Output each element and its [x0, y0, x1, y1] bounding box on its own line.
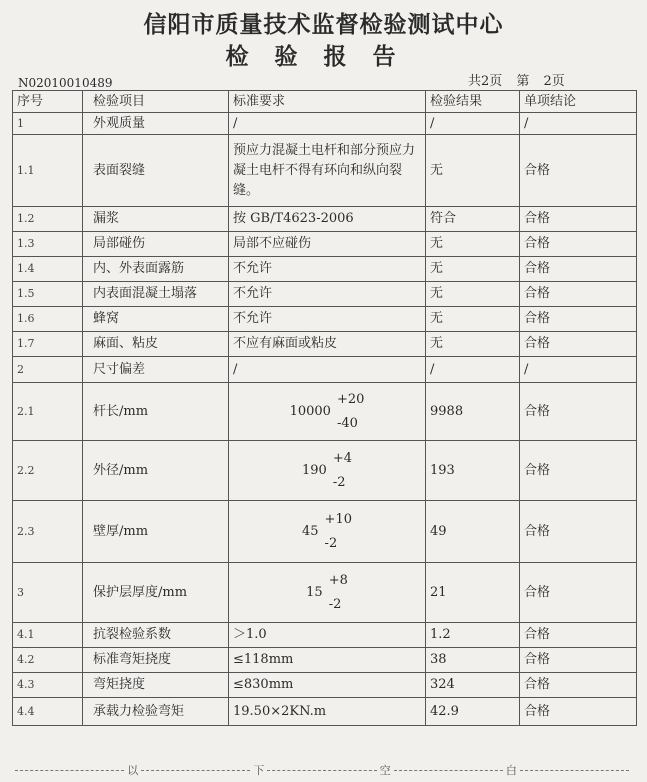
row-requirement: 不允许 — [229, 282, 426, 307]
row-conclusion: 合格 — [520, 135, 637, 207]
row-conclusion: 合格 — [520, 673, 637, 698]
row-conclusion: / — [520, 113, 637, 135]
row-conclusion: 合格 — [520, 563, 637, 623]
row-result: 无 — [426, 232, 520, 257]
tolerance — [233, 573, 421, 613]
row-conclusion: 合格 — [520, 282, 637, 307]
tolerance — [233, 512, 421, 552]
row-number: 1.5 — [13, 282, 83, 307]
footer-char: 下 — [253, 764, 265, 777]
row-number: 1.3 — [13, 232, 83, 257]
table-row — [13, 332, 637, 357]
table-row — [13, 698, 637, 726]
row-item: 漏浆 — [83, 207, 229, 232]
row-result: 无 — [426, 332, 520, 357]
org-title: 信阳市质量技术监督检验测试中心 — [143, 12, 504, 38]
col-header-no: 序号 — [13, 91, 83, 113]
row-conclusion: 合格 — [520, 501, 637, 563]
table-row — [13, 357, 637, 383]
tolerance-lower: -40 — [336, 415, 358, 431]
row-item: 内表面混凝土塌落 — [83, 282, 229, 307]
row-requirement: 局部不应碰伤 — [229, 232, 426, 257]
tolerance-nominal: 190 — [302, 462, 327, 478]
table-row — [13, 501, 637, 563]
row-result: 符合 — [426, 207, 520, 232]
row-conclusion: 合格 — [520, 383, 637, 441]
footer-char: 白 — [505, 764, 517, 777]
row-item: 麻面、粘皮 — [83, 332, 229, 357]
row-requirement: 不允许 — [229, 307, 426, 332]
table-row — [13, 135, 637, 207]
row-item: 局部碰伤 — [83, 232, 229, 257]
tolerance-nominal: 10000 — [289, 403, 331, 419]
row-conclusion: 合格 — [520, 257, 637, 282]
table-row — [13, 207, 637, 232]
end-of-report-line — [12, 762, 632, 778]
row-result: 9988 — [426, 383, 520, 441]
row-item: 尺寸偏差 — [83, 357, 229, 383]
row-requirement: 预应力混凝土电杆和部分预应力凝土电杆不得有环向和纵向裂缝。 — [229, 135, 426, 207]
row-requirement — [229, 563, 426, 623]
row-number: 1.6 — [13, 307, 83, 332]
row-item: 杆长/mm — [83, 383, 229, 441]
row-result: 1.2 — [426, 623, 520, 648]
row-conclusion: 合格 — [520, 332, 637, 357]
row-conclusion: / — [520, 357, 637, 383]
table-row — [13, 441, 637, 501]
row-item: 表面裂缝 — [83, 135, 229, 207]
tolerance-upper: +4 — [332, 450, 352, 466]
row-item: 弯矩挠度 — [83, 673, 229, 698]
row-number: 4.2 — [13, 648, 83, 673]
row-number: 2 — [13, 357, 83, 383]
row-requirement: / — [229, 113, 426, 135]
row-requirement — [229, 383, 426, 441]
row-requirement: ≤830mm — [229, 673, 426, 698]
row-requirement — [229, 441, 426, 501]
tolerance-lower: -2 — [328, 596, 342, 612]
col-header-result: 检验结果 — [426, 91, 520, 113]
dash-line — [267, 770, 376, 771]
row-result: 无 — [426, 135, 520, 207]
row-conclusion: 合格 — [520, 648, 637, 673]
row-result: 21 — [426, 563, 520, 623]
row-item: 外观质量 — [83, 113, 229, 135]
table-row — [13, 673, 637, 698]
footer-char: 以 — [127, 764, 139, 777]
row-result: 324 — [426, 673, 520, 698]
tolerance-nominal: 15 — [306, 584, 323, 600]
row-number: 4.4 — [13, 698, 83, 726]
tolerance-upper: +20 — [336, 391, 365, 407]
row-item: 抗裂检验系数 — [83, 623, 229, 648]
dash-line — [141, 770, 250, 771]
row-item: 内、外表面露筋 — [83, 257, 229, 282]
row-item: 标准弯矩挠度 — [83, 648, 229, 673]
row-number: 2.1 — [13, 383, 83, 441]
row-conclusion: 合格 — [520, 307, 637, 332]
row-requirement: / — [229, 357, 426, 383]
row-number: 1.7 — [13, 332, 83, 357]
row-item: 承载力检验弯矩 — [83, 698, 229, 726]
tolerance-lower: -2 — [332, 474, 346, 490]
row-number: 4.1 — [13, 623, 83, 648]
tolerance — [233, 451, 421, 491]
inspection-table — [12, 90, 637, 726]
row-conclusion: 合格 — [520, 441, 637, 501]
row-item: 蜂窝 — [83, 307, 229, 332]
row-result: 无 — [426, 307, 520, 332]
row-number: 3 — [13, 563, 83, 623]
row-number: 1 — [13, 113, 83, 135]
table-row — [13, 257, 637, 282]
row-result: 42.9 — [426, 698, 520, 726]
row-number: 2.3 — [13, 501, 83, 563]
header-row — [13, 91, 637, 113]
row-conclusion: 合格 — [520, 232, 637, 257]
row-result: 无 — [426, 257, 520, 282]
tolerance-nominal: 45 — [302, 523, 319, 539]
row-item: 保护层厚度/mm — [83, 563, 229, 623]
row-item: 外径/mm — [83, 441, 229, 501]
report-number: N02010010489 — [18, 76, 113, 90]
table-row — [13, 563, 637, 623]
row-conclusion: 合格 — [520, 207, 637, 232]
row-result: / — [426, 113, 520, 135]
row-requirement: 不应有麻面或粘皮 — [229, 332, 426, 357]
row-requirement — [229, 501, 426, 563]
row-requirement: ≤118mm — [229, 648, 426, 673]
row-requirement: ＞1.0 — [229, 623, 426, 648]
row-result: / — [426, 357, 520, 383]
footer-char: 空 — [379, 764, 391, 777]
table-row — [13, 307, 637, 332]
row-result: 49 — [426, 501, 520, 563]
dash-line — [15, 770, 124, 771]
dash-line — [394, 770, 503, 771]
row-conclusion: 合格 — [520, 698, 637, 726]
table-row — [13, 648, 637, 673]
row-item: 壁厚/mm — [83, 501, 229, 563]
row-number: 1.1 — [13, 135, 83, 207]
row-requirement: 不允许 — [229, 257, 426, 282]
row-number: 1.2 — [13, 207, 83, 232]
col-header-requirement: 标准要求 — [229, 91, 426, 113]
row-number: 1.4 — [13, 257, 83, 282]
table-row — [13, 113, 637, 135]
row-result: 无 — [426, 282, 520, 307]
page-info: 共2页 第 2页 — [468, 74, 565, 89]
table-row — [13, 282, 637, 307]
report-title: 检验报告 — [225, 44, 422, 70]
row-conclusion: 合格 — [520, 623, 637, 648]
row-number: 2.2 — [13, 441, 83, 501]
tolerance-upper: +8 — [328, 572, 348, 588]
col-header-conclusion: 单项结论 — [520, 91, 637, 113]
dash-line — [520, 770, 629, 771]
tolerance-upper: +10 — [324, 511, 352, 527]
row-result: 193 — [426, 441, 520, 501]
table-row — [13, 383, 637, 441]
col-header-item: 检验项目 — [83, 91, 229, 113]
table-row — [13, 232, 637, 257]
table-row — [13, 623, 637, 648]
tolerance-lower: -2 — [324, 535, 338, 551]
tolerance — [233, 392, 421, 432]
row-result: 38 — [426, 648, 520, 673]
row-number: 4.3 — [13, 673, 83, 698]
row-requirement: 19.50×2KN.m — [229, 698, 426, 726]
row-requirement: 按 GB/T4623-2006 — [229, 207, 426, 232]
